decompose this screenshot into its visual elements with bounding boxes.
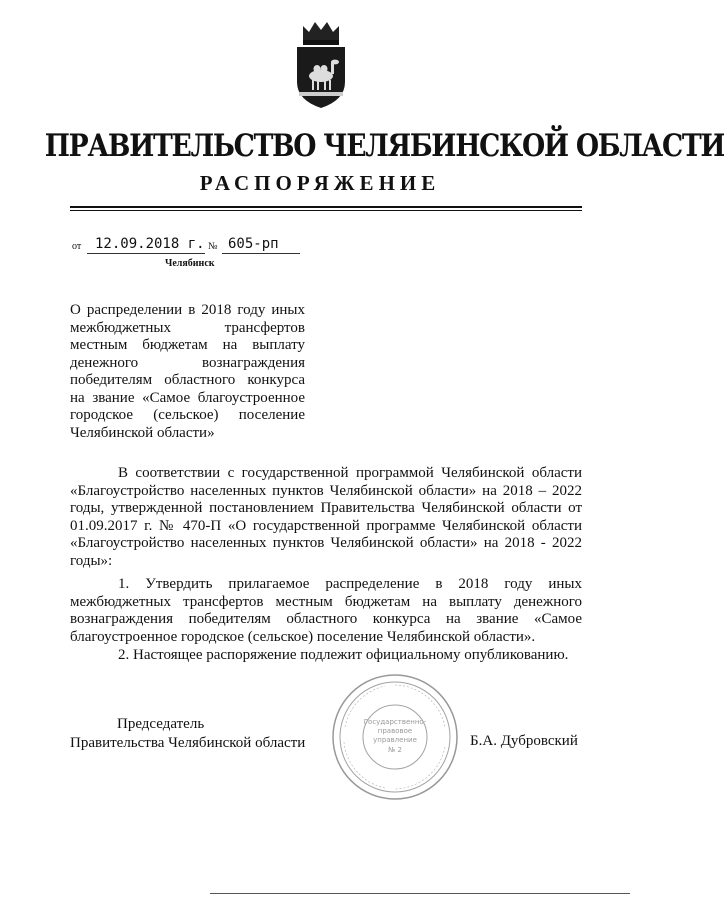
stamp-line1: Государственно- — [363, 718, 427, 726]
document-city: Челябинск — [165, 258, 215, 269]
number-underline — [222, 253, 300, 254]
date-underline — [87, 253, 205, 254]
coat-of-arms-emblem — [289, 14, 353, 110]
stamp-line3: управление — [373, 736, 417, 744]
header-divider-thin — [70, 210, 582, 211]
signer-position — [70, 715, 310, 753]
official-stamp — [330, 672, 460, 802]
document-date: 12.09.2018 г. — [95, 236, 205, 252]
stamp-line2: правовое — [377, 727, 413, 735]
header-divider — [70, 206, 582, 208]
preamble-paragraph: В соответствии с государственной программой Челябинской области «Благоустройство населенных пунктов Челябинской области» на 2018 – 2022 годы, утвержденной постановлением Правительства Челябинской области от 01.09.2017 г. № 470-П «О государственной программе Челябинской области «Благоустройство населенных пунктов Челябинской области» на 2018 - 2022 годы»: — [70, 465, 582, 569]
signer-name: Б.А. Дубровский — [470, 733, 578, 749]
number-prefix: № — [208, 241, 218, 252]
item-1-paragraph: 1. Утвердить прилагаемое распределение в 2018 году иных межбюджетных трансфертов местным бюджетам на выплату денежного вознаграждения победителям областного конкурса на звание «Самое благоустроенное городское (сельское) поселение Челябинской области». — [70, 576, 582, 645]
page-bottom-line — [210, 893, 630, 894]
item-2-paragraph: 2. Настоящее распоряжение подлежит официальному опубликованию. — [118, 647, 569, 663]
organization-title: ПРАВИТЕЛЬСТВО ЧЕЛЯБИНСКОЙ ОБЛАСТИ — [44, 128, 724, 164]
document-subject: О распределении в 2018 году иных межбюджетных трансфертов местным бюджетам на выплату денежного вознаграждения победителям областного конкурса на звание «Самое благоустроенное городское (сельское) поселение Челябинской области» — [70, 302, 305, 441]
document-type-heading: РАСПОРЯЖЕНИЕ — [199, 171, 441, 195]
stamp-line4: № 2 — [388, 746, 402, 754]
signer-position-line2: Правительства Челябинской области — [70, 735, 306, 751]
document-number: 605-рп — [228, 236, 279, 252]
date-prefix: от — [72, 241, 82, 252]
signer-position-line1: Председатель — [117, 716, 205, 732]
